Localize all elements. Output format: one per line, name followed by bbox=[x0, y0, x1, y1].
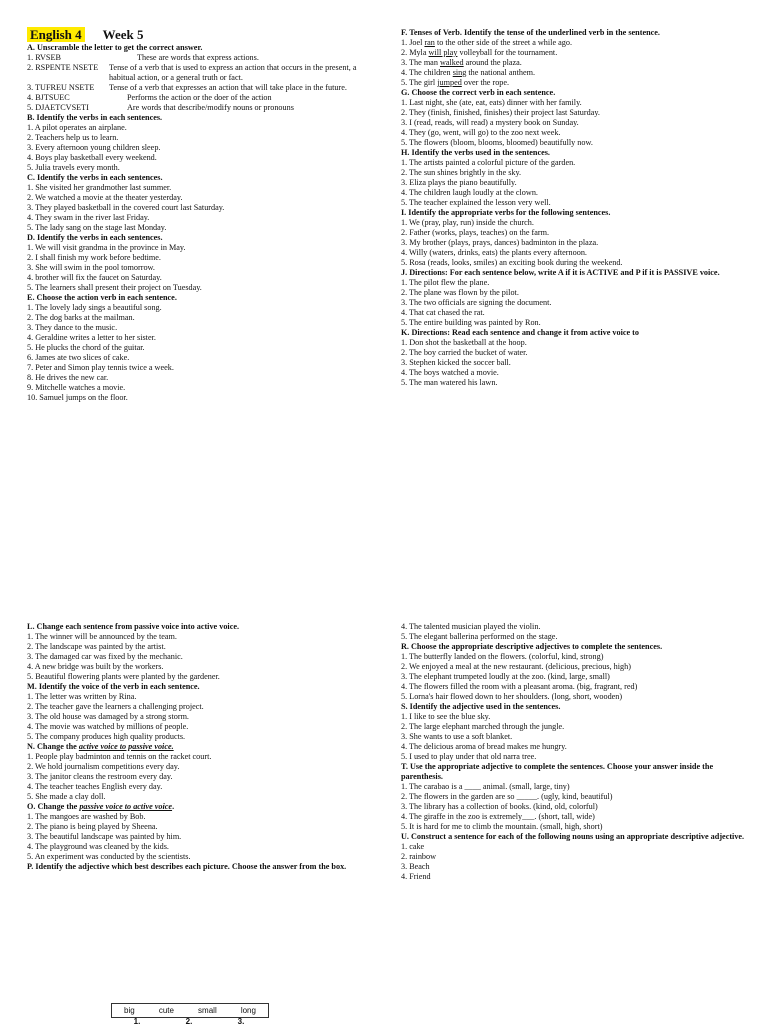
list-item: 3. My brother (plays, prays, dances) badminton in the plaza. bbox=[401, 238, 599, 247]
section-s bbox=[401, 702, 746, 762]
list-item bbox=[401, 58, 746, 68]
list-item: 2. The plane was flown by the pilot. bbox=[401, 288, 519, 297]
list-item: 5. The teacher explained the lesson very well. bbox=[401, 198, 551, 207]
list-item: 3. The elephant trumpeted loudly at the zoo. (kind, large, small) bbox=[401, 672, 610, 681]
list-item: 3. I (read, reads, will read) a mystery book on Sunday. bbox=[401, 118, 579, 127]
choice-word: big bbox=[124, 1006, 135, 1015]
sentence-text: volleyball for the tournament. bbox=[457, 48, 558, 57]
list-item: 1. cake bbox=[401, 842, 425, 851]
scramble-definition: Are words that describe/modify nouns or pronouns bbox=[127, 103, 294, 112]
week-title: Week 5 bbox=[102, 27, 144, 42]
list-item: 2. The landscape was painted by the artist. bbox=[27, 642, 166, 651]
list-item: 1. The pilot flew the plane. bbox=[401, 278, 490, 287]
section-l-heading: L. Change each sentence from passive voice into active voice. bbox=[27, 622, 240, 631]
section-k bbox=[401, 328, 746, 388]
scrambled-word: 2. RSPENTE NSETE bbox=[27, 63, 99, 72]
picture-number: 1. bbox=[133, 1017, 141, 1026]
list-item: 1. Last night, she (ate, eat, eats) dinner with her family. bbox=[401, 98, 582, 107]
heading-text: N. Change the bbox=[27, 742, 79, 751]
list-item: 5. Julia travels every month. bbox=[27, 163, 120, 172]
list-item: 4. A new bridge was built by the workers. bbox=[27, 662, 164, 671]
sentence-text: 2. Myla bbox=[401, 48, 429, 57]
scramble-item bbox=[27, 93, 372, 103]
list-item: 10. Samuel jumps on the floor. bbox=[27, 393, 128, 402]
section-r-heading: R. Choose the appropriate descriptive adjectives to complete the sentences. bbox=[401, 642, 663, 651]
section-m bbox=[27, 682, 372, 742]
list-item: 4. That cat chased the rat. bbox=[401, 308, 485, 317]
list-item: 3. They dance to the music. bbox=[27, 323, 118, 332]
list-item: 2. The teacher gave the learners a challenging project. bbox=[27, 702, 204, 711]
list-item: 3. Stephen kicked the soccer ball. bbox=[401, 358, 511, 367]
list-item: 5. The flowers (bloom, blooms, bloomed) beautifully now. bbox=[401, 138, 593, 147]
choice-word: long bbox=[240, 1006, 256, 1015]
left-column-top bbox=[27, 27, 372, 403]
list-item: 4. The teacher teaches English every day. bbox=[27, 782, 163, 791]
list-item: 5. The man watered his lawn. bbox=[401, 378, 498, 387]
list-item: 2. The boy carried the bucket of water. bbox=[401, 348, 528, 357]
list-item: 3. The damaged car was fixed by the mechanic. bbox=[27, 652, 183, 661]
list-item: 2. The dog barks at the mailman. bbox=[27, 313, 135, 322]
underlined-verb: sing bbox=[452, 68, 467, 77]
section-i-heading: I. Identify the appropriate verbs for the following sentences. bbox=[401, 208, 611, 217]
list-item: 1. I like to see the blue sky. bbox=[401, 712, 491, 721]
list-item: 5. The lady sang on the stage last Monday. bbox=[27, 223, 167, 232]
section-e bbox=[27, 293, 372, 403]
scrambled-word: 3. TUFREU NSETE bbox=[27, 83, 95, 92]
scramble-item bbox=[27, 103, 372, 113]
list-item: 4. They (go, went, will go) to the zoo next week. bbox=[401, 128, 561, 137]
scrambled-word: 4. BJTSUEC bbox=[27, 93, 70, 102]
list-item: 3. The beautiful landscape was painted by him. bbox=[27, 832, 182, 841]
heading-emphasis: passive voice to active voice bbox=[79, 802, 173, 811]
scrambled-word: 5. DJAETCVSETI bbox=[27, 103, 89, 112]
list-item: 4. The talented musician played the violin. bbox=[401, 622, 541, 631]
heading-emphasis: active voice to passive voice. bbox=[78, 742, 174, 751]
list-item: 6. James ate two slices of cake. bbox=[27, 353, 130, 362]
sentence-text: 1. Joel bbox=[401, 38, 425, 47]
list-item: 3. Every afternoon young children sleep. bbox=[27, 143, 161, 152]
section-f-heading: F. Tenses of Verb. Identify the tense of the underlined verb in the sentence. bbox=[401, 28, 660, 37]
list-item: 3. The old house was damaged by a strong storm. bbox=[27, 712, 189, 721]
list-item: 4. The movie was watched by millions of people. bbox=[27, 722, 189, 731]
sentence-text: 5. The girl bbox=[401, 78, 438, 87]
picture-numbers bbox=[111, 1017, 267, 1026]
list-item: 1. The artists painted a colorful picture of the garden. bbox=[401, 158, 576, 167]
sentence-text: to the other side of the street a while ago. bbox=[434, 38, 573, 47]
list-item: 3. Beach bbox=[401, 862, 430, 871]
list-item: 2. We watched a movie at the theater yesterday. bbox=[27, 193, 183, 202]
sentence-text: over the rope. bbox=[461, 78, 510, 87]
list-item: 5. The elegant ballerina performed on the stage. bbox=[401, 632, 558, 641]
list-item: 4. The playground was cleaned by the kids. bbox=[27, 842, 169, 851]
right-column-bottom bbox=[401, 622, 746, 882]
list-item: 1. The carabao is a ____ animal. (small, large, tiny) bbox=[401, 782, 570, 791]
list-item: 4. The delicious aroma of bread makes me hungry. bbox=[401, 742, 567, 751]
sentence-text: 4. The children bbox=[401, 68, 453, 77]
list-item: 2. The sun shines brightly in the sky. bbox=[401, 168, 522, 177]
list-item: 4. brother will fix the faucet on Saturday. bbox=[27, 273, 162, 282]
section-b bbox=[27, 113, 372, 173]
list-item: 4. The children laugh loudly at the clown. bbox=[401, 188, 538, 197]
list-item bbox=[401, 38, 746, 48]
section-s-heading: S. Identify the adjective used in the sentences. bbox=[401, 702, 561, 711]
right-column-top bbox=[401, 28, 746, 388]
list-item: 5. The learners shall present their project on Tuesday. bbox=[27, 283, 202, 292]
list-item: 3. She wants to use a soft blanket. bbox=[401, 732, 513, 741]
list-item: 2. The large elephant marched through the jungle. bbox=[401, 722, 565, 731]
list-item: 1. People play badminton and tennis on the racket court. bbox=[27, 752, 212, 761]
section-n bbox=[27, 742, 372, 802]
list-item: 3. The library has a collection of books. (kind, old, colorful) bbox=[401, 802, 598, 811]
list-item: 4. Geraldine writes a letter to her sister. bbox=[27, 333, 156, 342]
section-o bbox=[27, 802, 372, 862]
section-q-continued bbox=[401, 622, 746, 642]
list-item: 2. The flowers in the garden are so _____. (ugly, kind, beautiful) bbox=[401, 792, 613, 801]
section-a bbox=[27, 43, 372, 113]
section-p bbox=[27, 862, 372, 872]
list-item: 3. The two officials are signing the document. bbox=[401, 298, 552, 307]
left-column-bottom bbox=[27, 622, 372, 872]
list-item: 2. They (finish, finished, finishes) their project last Saturday. bbox=[401, 108, 600, 117]
picture-number: 2. bbox=[185, 1017, 193, 1026]
list-item: 1. The winner will be announced by the team. bbox=[27, 632, 177, 641]
list-item: 4. They swam in the river last Friday. bbox=[27, 213, 150, 222]
list-item: 5. An experiment was conducted by the scientists. bbox=[27, 852, 191, 861]
choice-word: small bbox=[198, 1006, 217, 1015]
section-g bbox=[401, 88, 746, 148]
list-item: 5. It is hard for me to climb the mountain. (small, high, short) bbox=[401, 822, 603, 831]
list-item bbox=[401, 68, 746, 78]
section-r bbox=[401, 642, 746, 702]
list-item: 5. The entire building was painted by Ron. bbox=[401, 318, 541, 327]
heading-text: . bbox=[172, 802, 175, 811]
section-u-heading: U. Construct a sentence for each of the following nouns using an appropriate descriptive adjective. bbox=[401, 832, 745, 841]
page-header bbox=[27, 27, 372, 43]
list-item: 2. We enjoyed a meal at the new restaurant. (delicious, precious, high) bbox=[401, 662, 631, 671]
list-item bbox=[401, 48, 746, 58]
section-k-heading: K. Directions: Read each sentence and change it from active voice to bbox=[401, 328, 639, 337]
section-g-heading: G. Choose the correct verb in each sentence. bbox=[401, 88, 556, 97]
choice-word: cute bbox=[158, 1006, 174, 1015]
section-n-heading bbox=[27, 742, 372, 752]
scramble-definition: Tense of a verb that is used to express an action that occurs in the present, a habitual action, or a general truth or fact. bbox=[109, 63, 357, 82]
scramble-definition: Tense of a verb that expresses an action that will take place in the future. bbox=[109, 83, 347, 92]
section-c-heading: C. Identify the verbs in each sentences. bbox=[27, 173, 163, 182]
section-f bbox=[401, 28, 746, 88]
list-item: 1. Don shot the basketball at the hoop. bbox=[401, 338, 527, 347]
underlined-verb: walked bbox=[439, 58, 464, 67]
list-item: 3. The janitor cleans the restroom every day. bbox=[27, 772, 173, 781]
section-d-heading: D. Identify the verbs in each sentences. bbox=[27, 233, 163, 242]
list-item: 8. He drives the new car. bbox=[27, 373, 109, 382]
list-item: 1. She visited her grandmother last summer. bbox=[27, 183, 172, 192]
scramble-item bbox=[27, 53, 372, 63]
scramble-item bbox=[27, 83, 372, 93]
list-item: 1. The lovely lady sings a beautiful song. bbox=[27, 303, 162, 312]
list-item: 1. We will visit grandma in the province in May. bbox=[27, 243, 186, 252]
underlined-verb: will play bbox=[428, 48, 458, 57]
scramble-definition: Performs the action or the doer of the action bbox=[127, 93, 272, 102]
section-h bbox=[401, 148, 746, 208]
heading-text: O. Change the bbox=[27, 802, 80, 811]
section-l bbox=[27, 622, 372, 682]
section-i bbox=[401, 208, 746, 268]
list-item: 4. The boys watched a movie. bbox=[401, 368, 499, 377]
list-item: 4. The flowers filled the room with a pleasant aroma. (big, fragrant, red) bbox=[401, 682, 638, 691]
section-h-heading: H. Identify the verbs used in the sentences. bbox=[401, 148, 550, 157]
list-item: 3. Eliza plays the piano beautifully. bbox=[401, 178, 517, 187]
list-item: 2. We hold journalism competitions every day. bbox=[27, 762, 180, 771]
list-item: 1. The butterfly landed on the flowers. (colorful, kind, strong) bbox=[401, 652, 604, 661]
list-item: 4. Friend bbox=[401, 872, 431, 881]
list-item: 2. The piano is being played by Sheena. bbox=[27, 822, 158, 831]
list-item: 1. The letter was written by Rina. bbox=[27, 692, 137, 701]
list-item: 4. Boys play basketball every weekend. bbox=[27, 153, 157, 162]
list-item: 4. Willy (waters, drinks, eats) the plants every afternoon. bbox=[401, 248, 587, 257]
section-c bbox=[27, 173, 372, 233]
scrambled-word: 1. RVSEB bbox=[27, 53, 61, 62]
list-item: 5. Beautiful flowering plants were planted by the gardener. bbox=[27, 672, 220, 681]
list-item: 9. Mitchelle watches a movie. bbox=[27, 383, 126, 392]
picture-number: 3. bbox=[237, 1017, 245, 1026]
section-d bbox=[27, 233, 372, 293]
section-m-heading: M. Identify the voice of the verb in each sentence. bbox=[27, 682, 200, 691]
section-p-heading: P. Identify the adjective which best describes each picture. Choose the answer from the box. bbox=[27, 862, 347, 871]
list-item: 3. She will swim in the pool tomorrow. bbox=[27, 263, 155, 272]
list-item: 1. The mangoes are washed by Bob. bbox=[27, 812, 146, 821]
list-item bbox=[401, 78, 746, 88]
section-b-heading: B. Identify the verbs in each sentences. bbox=[27, 113, 163, 122]
section-t bbox=[401, 762, 746, 832]
section-u bbox=[401, 832, 746, 882]
adjective-choice-box bbox=[111, 1003, 269, 1018]
scramble-definition: These are words that express actions. bbox=[137, 53, 259, 62]
section-t-heading: T. Use the appropriate adjective to complete the sentences. Choose your answer inside the parenthesis. bbox=[401, 762, 714, 781]
list-item: 1. We (pray, play, run) inside the church. bbox=[401, 218, 534, 227]
list-item: 4. The giraffe in the zoo is extremely___. (short, tall, wide) bbox=[401, 812, 595, 821]
list-item: 5. He plucks the chord of the guitar. bbox=[27, 343, 145, 352]
list-item: 1. A pilot operates an airplane. bbox=[27, 123, 127, 132]
sentence-text: 3. The man bbox=[401, 58, 440, 67]
list-item: 2. Father (works, plays, teaches) on the farm. bbox=[401, 228, 550, 237]
list-item: 2. Teachers help us to learn. bbox=[27, 133, 119, 142]
sentence-text: around the plaza. bbox=[463, 58, 522, 67]
section-e-heading: E. Choose the action verb in each sentence. bbox=[27, 293, 177, 302]
list-item: 5. Rosa (reads, looks, smiles) an exciting book during the weekend. bbox=[401, 258, 623, 267]
scramble-item bbox=[27, 63, 372, 83]
list-item: 5. I used to play under that old narra tree. bbox=[401, 752, 537, 761]
list-item: 5. Lorna's hair flowed down to her shoulders. (long, short, wooden) bbox=[401, 692, 623, 701]
sentence-text: the national anthem. bbox=[466, 68, 536, 77]
list-item: 3. They played basketball in the covered court last Saturday. bbox=[27, 203, 225, 212]
subject-title: English 4 bbox=[27, 27, 85, 42]
underlined-verb: ran bbox=[424, 38, 435, 47]
section-j bbox=[401, 268, 746, 328]
list-item: 5. The company produces high quality products. bbox=[27, 732, 186, 741]
underlined-verb: jumped bbox=[437, 78, 462, 87]
section-a-heading: A. Unscramble the letter to get the correct answer. bbox=[27, 43, 203, 52]
list-item: 5. She made a clay doll. bbox=[27, 792, 106, 801]
list-item: 2. I shall finish my work before bedtime. bbox=[27, 253, 161, 262]
section-j-heading: J. Directions: For each sentence below, write A if it is ACTIVE and P if it is PASSIVE voice. bbox=[401, 268, 720, 277]
list-item: 7. Peter and Simon play tennis twice a week. bbox=[27, 363, 174, 372]
section-o-heading bbox=[27, 802, 372, 812]
list-item: 2. rainbow bbox=[401, 852, 437, 861]
